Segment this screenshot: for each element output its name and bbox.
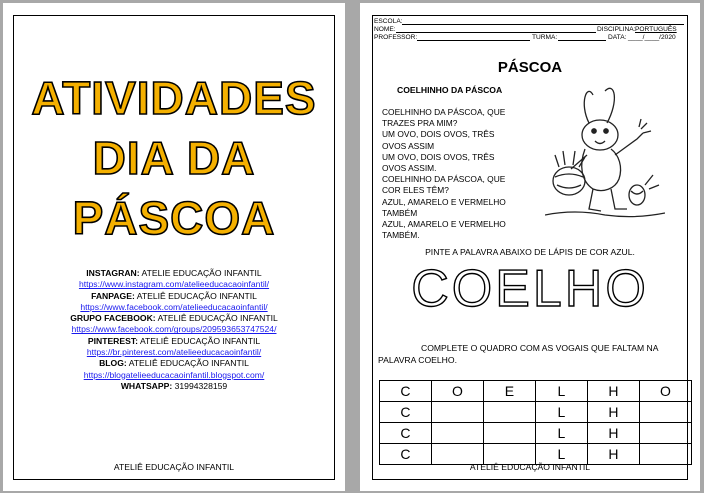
grid-cell: C xyxy=(380,423,432,444)
pinterest-link[interactable]: https://br.pinterest.com/atelieeducacaoinfantil/ xyxy=(86,347,262,358)
grid-row xyxy=(380,423,692,444)
social-group: GRUPO FACEBOOK: ATELIÊ EDUCAÇÃO INFANTIL xyxy=(70,313,278,324)
poem-line: UM OVO, DOIS OVOS, TRÊS xyxy=(382,151,495,162)
grid-cell: H xyxy=(587,381,639,402)
grid-cell: L xyxy=(535,444,587,465)
grid-cell: E xyxy=(483,381,535,402)
social-blog: BLOG: ATELIÊ EDUCAÇÃO INFANTIL xyxy=(99,358,249,369)
poem-line: OVOS ASSIM. xyxy=(382,163,437,174)
poem-line: AZUL, AMARELO E VERMELHO xyxy=(382,196,506,207)
social-instagram: INSTAGRAN: ATELIE EDUCAÇÃO INFANTIL xyxy=(86,268,262,278)
grid-cell: L xyxy=(535,402,587,423)
instagram-link[interactable]: https://www.instagram.com/atelieeducacaoinfantil/ xyxy=(78,279,270,290)
grid-cell-blank xyxy=(639,423,691,444)
grid-cell: H xyxy=(587,402,639,423)
grid-cell: C xyxy=(380,402,432,423)
vowel-instruction: COMPLETE O QUADRO COM AS VOGAIS QUE FALTAM NA PALAVRA COELHO. xyxy=(378,343,659,365)
student-header xyxy=(374,18,687,42)
poem-line: COELHINHO DA PÁSCOA, QUE xyxy=(382,107,506,117)
poem xyxy=(382,107,532,241)
grid-cell: O xyxy=(639,381,691,402)
poem-line: TAMBÉM. xyxy=(382,230,420,241)
social-fanpage: FANPAGE: ATELIÊ EDUCAÇÃO INFANTIL xyxy=(91,290,257,301)
turma-label: TURMA: xyxy=(532,34,558,41)
date-blank: ____/____/2020 xyxy=(628,34,676,41)
grid-cell-blank xyxy=(639,402,691,423)
poem-line: TRAZES PRA MIM? xyxy=(382,118,458,129)
cover-title-line-1: ATIVIDADES xyxy=(31,72,317,124)
group-link[interactable]: https://www.facebook.com/groups/209593653747524/ xyxy=(71,324,277,335)
blog-link[interactable]: https://blogatelieeducacaoinfantil.blogspot.com/ xyxy=(83,369,265,380)
grid-cell: L xyxy=(535,381,587,402)
outline-word: COELHO xyxy=(411,260,649,318)
poem-line: UM OVO, DOIS OVOS, TRÊS xyxy=(382,129,495,140)
grid-cell-blank xyxy=(431,402,483,423)
fanpage-link[interactable]: https://www.facebook.com/atelieeducacaoinfantil/ xyxy=(80,301,268,312)
grid-row xyxy=(380,381,692,402)
poem-line: COELHINHO DA PÁSCOA, QUE xyxy=(382,174,506,185)
vowel-grid xyxy=(379,380,692,465)
page-title: PÁSCOA xyxy=(497,59,563,76)
escola-label: ESCOLA: xyxy=(374,18,403,25)
social-links xyxy=(3,268,345,392)
color-instruction: PINTE A PALAVRA ABAIXO DE LÁPIS DE COR AZUL. xyxy=(425,247,635,257)
cover-footer: ATELIÊ EDUCAÇÃO INFANTIL xyxy=(113,462,235,472)
professor-label: PROFESSOR: xyxy=(374,34,418,41)
cover-title-line-2: DIA DA xyxy=(92,132,256,184)
activity-page xyxy=(360,3,700,491)
grid-cell: H xyxy=(587,423,639,444)
grid-cell-blank xyxy=(483,402,535,423)
nome-label: NOME: xyxy=(374,26,396,33)
cover-page xyxy=(3,3,345,491)
poem-line: COR ELES TÊM? xyxy=(382,185,449,196)
grid-cell: L xyxy=(535,423,587,444)
cover-title-line-3: PÁSCOA xyxy=(72,192,276,244)
grid-cell: C xyxy=(380,381,432,402)
grid-cell: O xyxy=(431,381,483,402)
grid-cell: C xyxy=(380,444,432,465)
grid-cell: H xyxy=(587,444,639,465)
grid-cell-blank xyxy=(483,423,535,444)
disciplina-label: DISCIPLINA: xyxy=(597,26,636,33)
activity-footer: ATELIÊ EDUCAÇÃO INFANTIL xyxy=(469,462,591,472)
data-label: DATA: xyxy=(608,34,627,41)
poem-line: TAMBÉM xyxy=(382,207,418,218)
social-whatsapp: WHATSAPP: 31994328159 xyxy=(120,380,228,391)
disciplina-value: PORTUGUÊS xyxy=(635,26,677,33)
poem-title: COELHINHO DA PÁSCOA xyxy=(397,85,503,95)
poem-line: AZUL, AMARELO E VERMELHO xyxy=(382,219,506,230)
poem-line: OVOS ASSIM xyxy=(382,140,435,151)
grid-row xyxy=(380,402,692,423)
social-pinterest: PINTEREST: ATELIÊ EDUCAÇÃO INFANTIL xyxy=(87,335,261,346)
grid-cell-blank xyxy=(431,423,483,444)
easter-bunny-illustration xyxy=(545,85,665,225)
